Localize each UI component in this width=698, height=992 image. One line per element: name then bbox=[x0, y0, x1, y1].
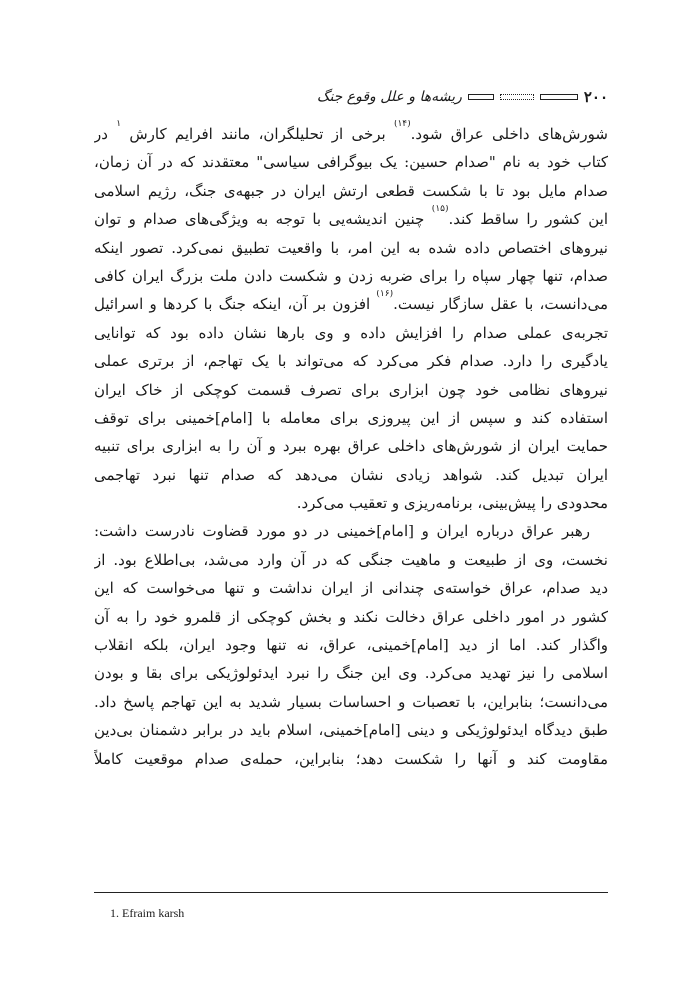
citation-marker: (۱۴) bbox=[393, 120, 411, 129]
line-text: کتاب خود به نام "صدام حسین: یک بیوگرافی سیاسی" معتقدند که در آن زمان، bbox=[94, 153, 608, 172]
page-number: ۲۰۰ bbox=[583, 88, 608, 106]
text-line bbox=[94, 489, 608, 517]
line-text: محدودی را پیش‌بینی، برنامه‌ریزی و تعقیب می‌کرد. bbox=[296, 494, 608, 513]
line-text: می‌دانست، با عقل سازگار نیست. bbox=[393, 295, 608, 314]
text-line bbox=[94, 461, 608, 489]
line-text: واگذار کند. اما از دید [امام]خمینی، عراق، نه تنها وجود ایران، بلکه انقلاب bbox=[94, 636, 608, 655]
line-text: در bbox=[94, 125, 117, 143]
line-text: نیروهای اختصاص داده شده به این امر، با واقعیت تطبیق نمی‌کرد. تصور اینکه bbox=[94, 238, 608, 257]
text-line bbox=[94, 319, 608, 347]
body-text bbox=[94, 120, 608, 773]
line-text: چنین اندیشه‌یی با توجه به ویژگی‌های صدام و توان bbox=[94, 210, 432, 229]
text-line bbox=[94, 631, 608, 659]
citation-marker: (۱۵) bbox=[431, 205, 449, 215]
header-ornament-rule bbox=[468, 94, 494, 100]
text-line bbox=[94, 120, 608, 148]
text-line bbox=[94, 745, 608, 773]
line-text: صدام، تنها چهار سپاه را برای ضربه زدن و شکست دادن ملت بزرگ ایران کافی bbox=[94, 266, 608, 285]
footnote-separator bbox=[94, 892, 608, 893]
line-text: مقاومت کند و آنها را شکست دهد؛ بنابراین، حمله‌ی صدام موقعیت کاملاً bbox=[94, 749, 608, 768]
line-text: شورش‌های داخلی عراق شود. bbox=[410, 125, 608, 143]
text-line bbox=[94, 546, 608, 574]
line-text: دید صدام، عراق خواسته‌ی چندانی از ایران نداشت و تنها می‌خواست که این bbox=[94, 579, 608, 598]
line-text: اسلامی را نیز تهدید می‌کرد. وی این جنگ را نبرد ایدئولوژیکی برای بقا و بودن bbox=[94, 664, 608, 683]
line-text: نخست، وی از طبیعت و ماهیت جنگی که در آن وارد می‌شد، بی‌اطلاع بود. از bbox=[94, 550, 608, 569]
line-text: می‌دانست؛ بنابراین، با تعصبات و احساسات بسیار شدید به این تهاجم پاسخ داد. bbox=[94, 692, 608, 711]
text-line bbox=[94, 347, 608, 375]
running-header bbox=[300, 86, 608, 108]
line-text: طبق دیدگاه ایدئولوژیکی و دینی [امام]خمینی، اسلام باید در برابر دشمنان بی‌دین bbox=[94, 721, 608, 740]
line-text: افزون بر آن، اینکه جنگ با کردها و اسرائیل bbox=[94, 295, 377, 314]
text-line bbox=[94, 148, 608, 176]
line-text: رهبر عراق درباره ایران و [امام]خمینی در دو مورد قضاوت نادرست داشت: bbox=[94, 522, 590, 541]
line-text: کشور در امور داخلی عراق دخالت نکند و بخش کوچکی از قلمرو خود را به آن bbox=[94, 607, 608, 626]
citation-marker: (۱۶) bbox=[376, 290, 394, 300]
line-text: حمایت ایران از شورش‌های داخلی عراق بهره ببرد و آن را به ابزاری برای تنبیه bbox=[94, 437, 608, 456]
text-line bbox=[94, 659, 608, 687]
text-line bbox=[94, 234, 608, 262]
header-ornament-rule bbox=[540, 94, 578, 100]
text-line bbox=[94, 688, 608, 716]
text-line bbox=[94, 432, 608, 460]
text-line bbox=[94, 262, 608, 290]
running-title: ریشه‌ها و علل وقوع جنگ bbox=[316, 89, 462, 105]
text-line bbox=[94, 574, 608, 602]
line-text: تجربه‌ی عملی صدام را افزایش داده و وی بارها نشان داده بود که توانایی bbox=[94, 323, 608, 342]
line-text: نیروهای نظامی خود چون ابزاری برای تصرف قسمت کوچکی از خاک ایران bbox=[94, 380, 608, 399]
footnote: 1. Efraim karsh bbox=[110, 906, 185, 920]
text-line bbox=[94, 716, 608, 744]
line-text: استفاده کند و سپس از این پیروزی برای معامله با [امام]خمینی برای توقف bbox=[94, 408, 608, 427]
header-ornament-dotted-rule bbox=[500, 94, 534, 100]
text-line bbox=[94, 603, 608, 631]
text-line bbox=[94, 517, 608, 545]
text-line bbox=[94, 290, 608, 318]
line-text: صدام مایل بود تا با شکست قطعی ارتش ایران در جبهه‌ی جنگ، رژیم اسلامی bbox=[94, 181, 608, 200]
line-text: ایران تبدیل کند. شواهد زیادی نشان می‌دهد که صدام تنها نبرد تهاجمی bbox=[94, 465, 608, 484]
text-line bbox=[94, 205, 608, 233]
text-line bbox=[94, 404, 608, 432]
footnote-marker: ۱ bbox=[116, 120, 122, 129]
line-text: برخی از تحلیلگران، مانند افرایم کارش bbox=[121, 125, 394, 143]
line-text: یادگیری را دارد. صدام فکر می‌کرد که می‌تواند با یک تهاجم، از برتری عملی bbox=[94, 352, 608, 371]
text-line bbox=[94, 376, 608, 404]
line-text: این کشور را ساقط کند. bbox=[448, 210, 608, 229]
text-line bbox=[94, 177, 608, 205]
